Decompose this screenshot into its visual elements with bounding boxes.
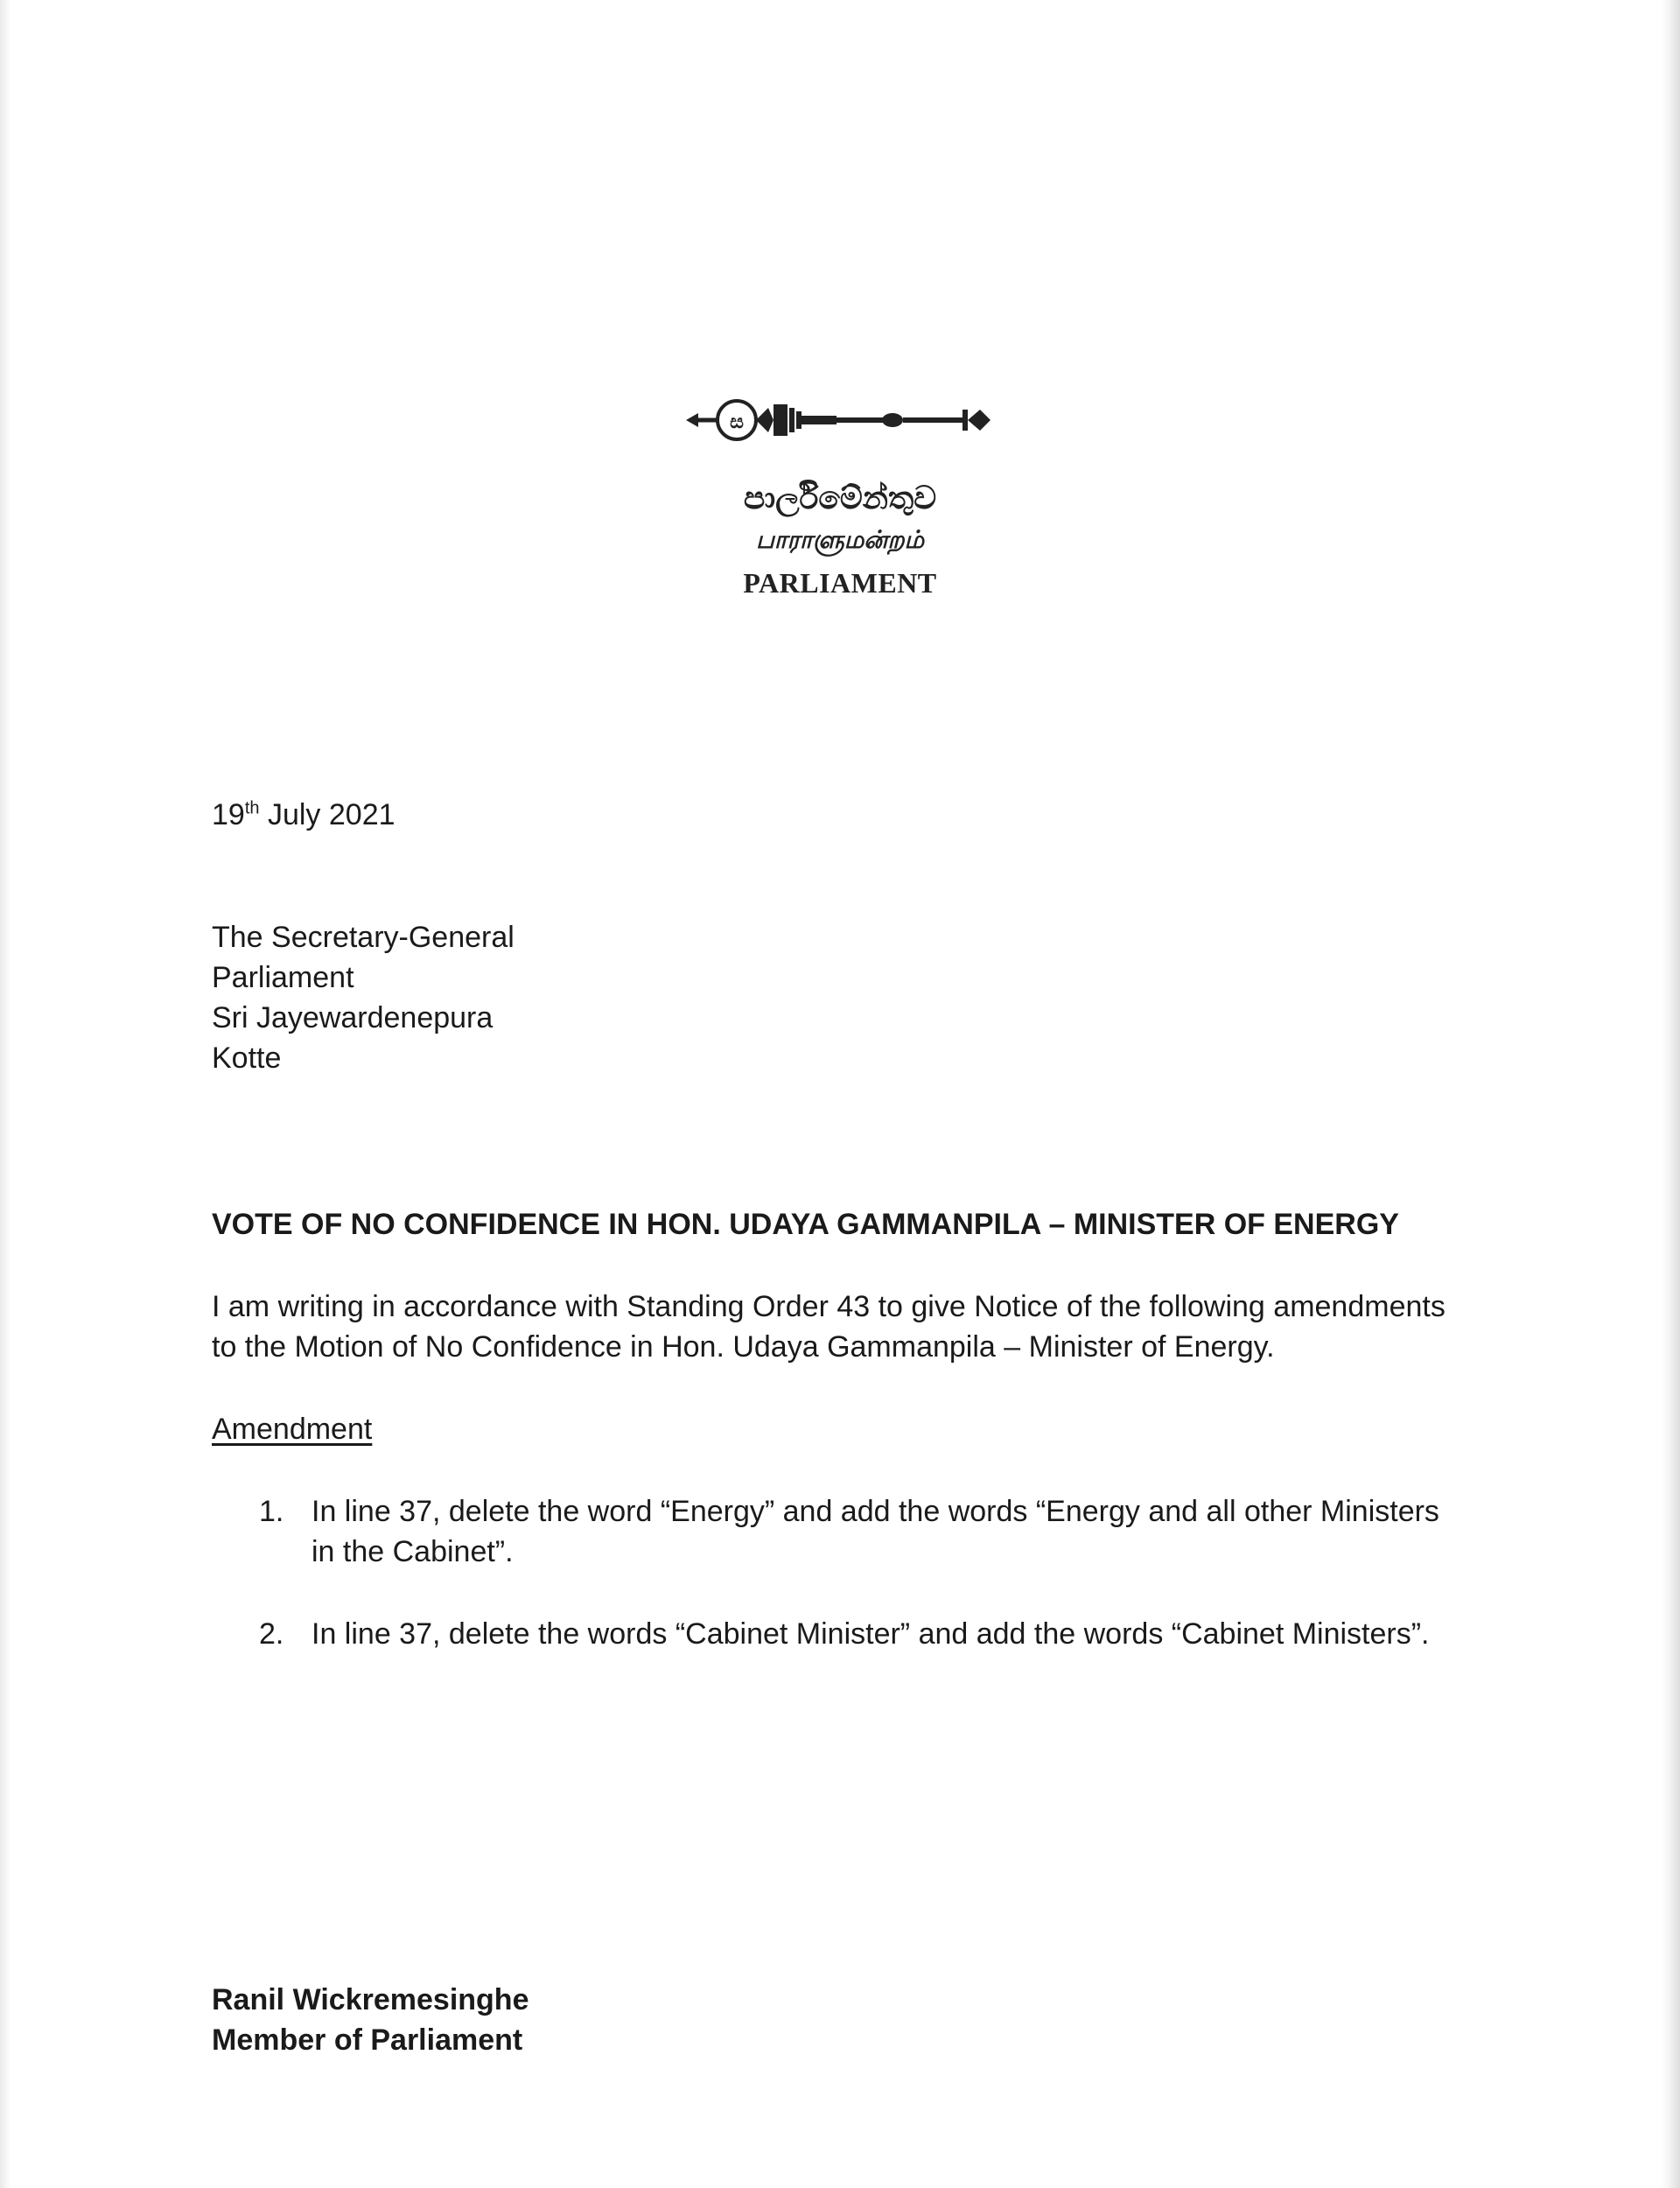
svg-text:ස: ස: [730, 411, 744, 433]
date-suffix: th: [244, 798, 260, 818]
body-line: I am writing in accordance with Standing Order 43 to give Notice of the following amendments: [212, 1290, 1446, 1323]
page-left-edge-shadow: [0, 0, 10, 2188]
amendment-item-text: [312, 1491, 1439, 1572]
letter-date: [212, 795, 396, 835]
date-day: 19: [212, 798, 245, 831]
amendment-item-line: In line 37, delete the words “Cabinet Minister” and add the words “Cabinet Ministers”.: [312, 1617, 1430, 1651]
amendment-item-line: in the Cabinet”.: [312, 1535, 514, 1568]
amendment-item-number: 1.: [259, 1495, 284, 1528]
amendment-item-number: 2.: [259, 1617, 284, 1651]
page-right-edge-shadow: [1661, 0, 1680, 2188]
body-line: to the Motion of No Confidence in Hon. Udaya Gammanpila – Minister of Energy.: [212, 1330, 1275, 1364]
parliament-mace-emblem-icon: [682, 396, 998, 445]
amendment-item-line: In line 37, delete the word “Energy” and add the words “Energy and all other Ministers: [312, 1495, 1439, 1528]
body-paragraph: [212, 1287, 1446, 1367]
address-line: The Secretary-General: [212, 921, 514, 954]
signatory-name: Ranil Wickremesinghe: [212, 1983, 529, 2016]
letterhead-tamil: பாராளுமன்றம்: [756, 527, 924, 554]
signatory-title: Member of Parliament: [212, 2023, 523, 2057]
address-line: Kotte: [212, 1041, 282, 1075]
letterhead-english: PARLIAMENT: [743, 567, 937, 599]
letter-subject: VOTE OF NO CONFIDENCE IN HON. UDAYA GAMMANPILA – MINISTER OF ENERGY: [212, 1208, 1399, 1241]
address-line: Parliament: [212, 961, 354, 994]
amendment-heading: Amendment: [212, 1413, 373, 1446]
recipient-address: [212, 917, 514, 1078]
amendment-item-text: [312, 1614, 1430, 1654]
signature-block: [212, 1980, 528, 2060]
address-line: Sri Jayewardenepura: [212, 1001, 494, 1034]
date-month-year: July 2021: [267, 798, 396, 831]
letterhead-sinhala: පාර්ලිමේන්තුව: [743, 480, 937, 515]
